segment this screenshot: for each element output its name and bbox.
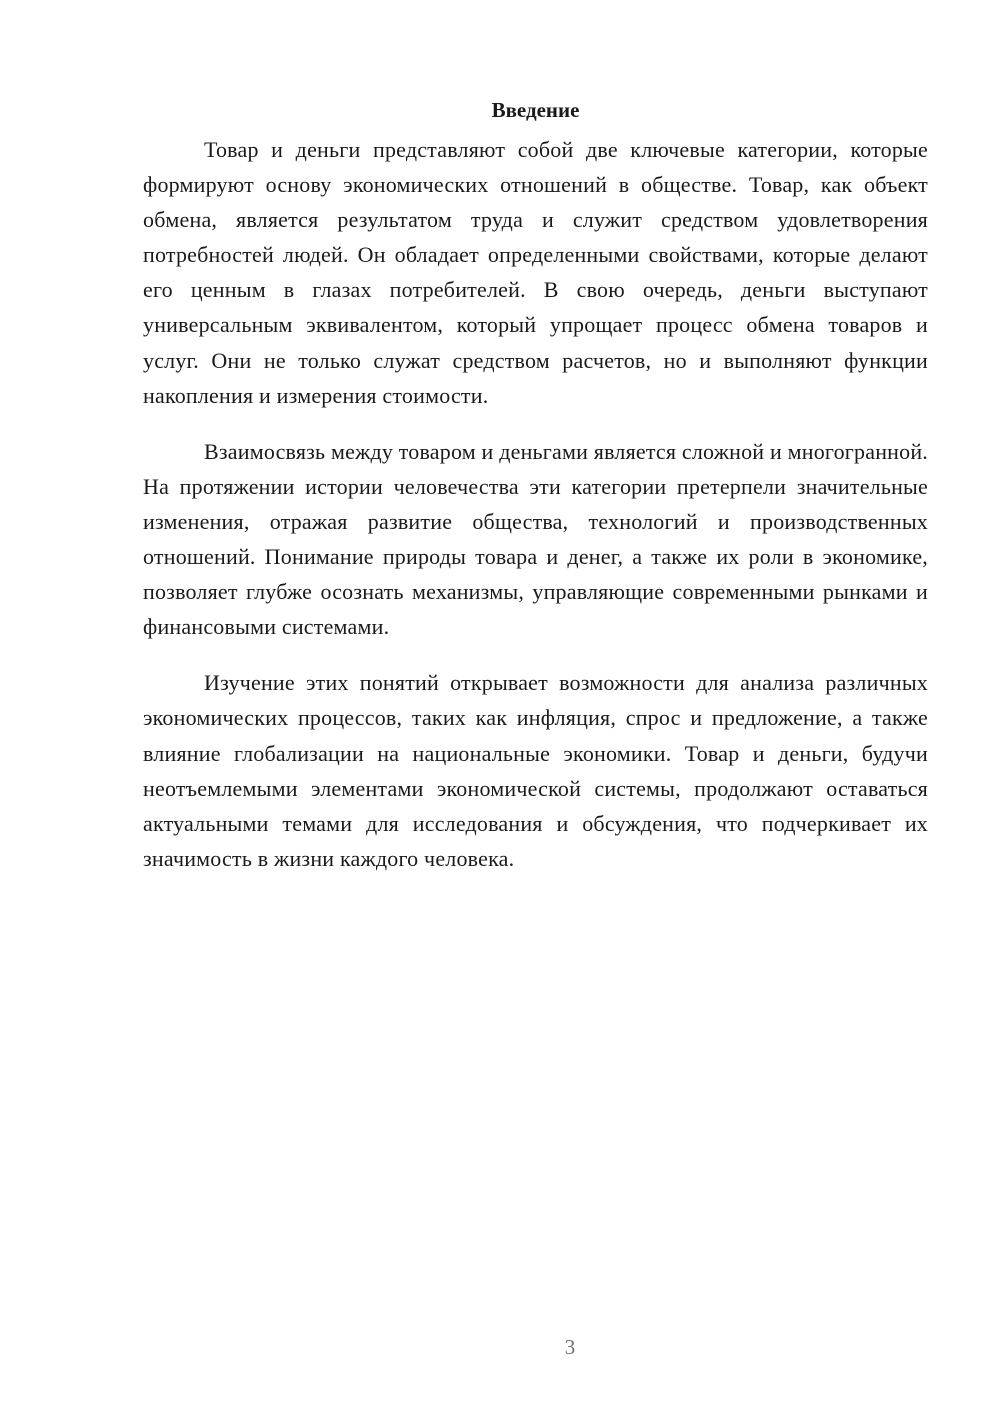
paragraph-1: Товар и деньги представляют собой две ключевые категории, которые формируют основу экономических отношений в обществе. Товар, как объект обмена, является результатом труда и служит средством удовлетворения потребностей людей. Он обладает определенными свойствами, которые делают его ценным в глазах потребителей. В свою очередь, деньги выступают универсальным эквивалентом, который упрощает процесс обмена товаров и услуг. Они не только служат средством расчетов, но и выполняют функции накопления и измерения стоимости. — [143, 137, 928, 408]
page-number: 3 — [564, 1335, 576, 1359]
paragraph-3: Изучение этих понятий открывает возможности для анализа различных экономических процессов, таких как инфляция, спрос и предложение, а также влияние глобализации на национальные экономики. Товар и деньги, будучи неотъемлемыми элементами экономической системы, продолжают оставаться актуальными темами для исследования и обсуждения, что подчеркивает их значимость в жизни каждого человека. — [143, 670, 928, 871]
page-content — [143, 95, 928, 897]
section-title: Введение — [491, 98, 580, 122]
paragraph-2: Взаимосвязь между товаром и деньгами является сложной и многогранной. На протяжении истории человечества эти категории претерпели значительные изменения, отражая развитие общества, технологий и производственных отношений. Понимание природы товара и денег, а также их роли в экономике, позволяет глубже осознать механизмы, управляющие современными рынками и финансовыми системами. — [143, 438, 929, 640]
